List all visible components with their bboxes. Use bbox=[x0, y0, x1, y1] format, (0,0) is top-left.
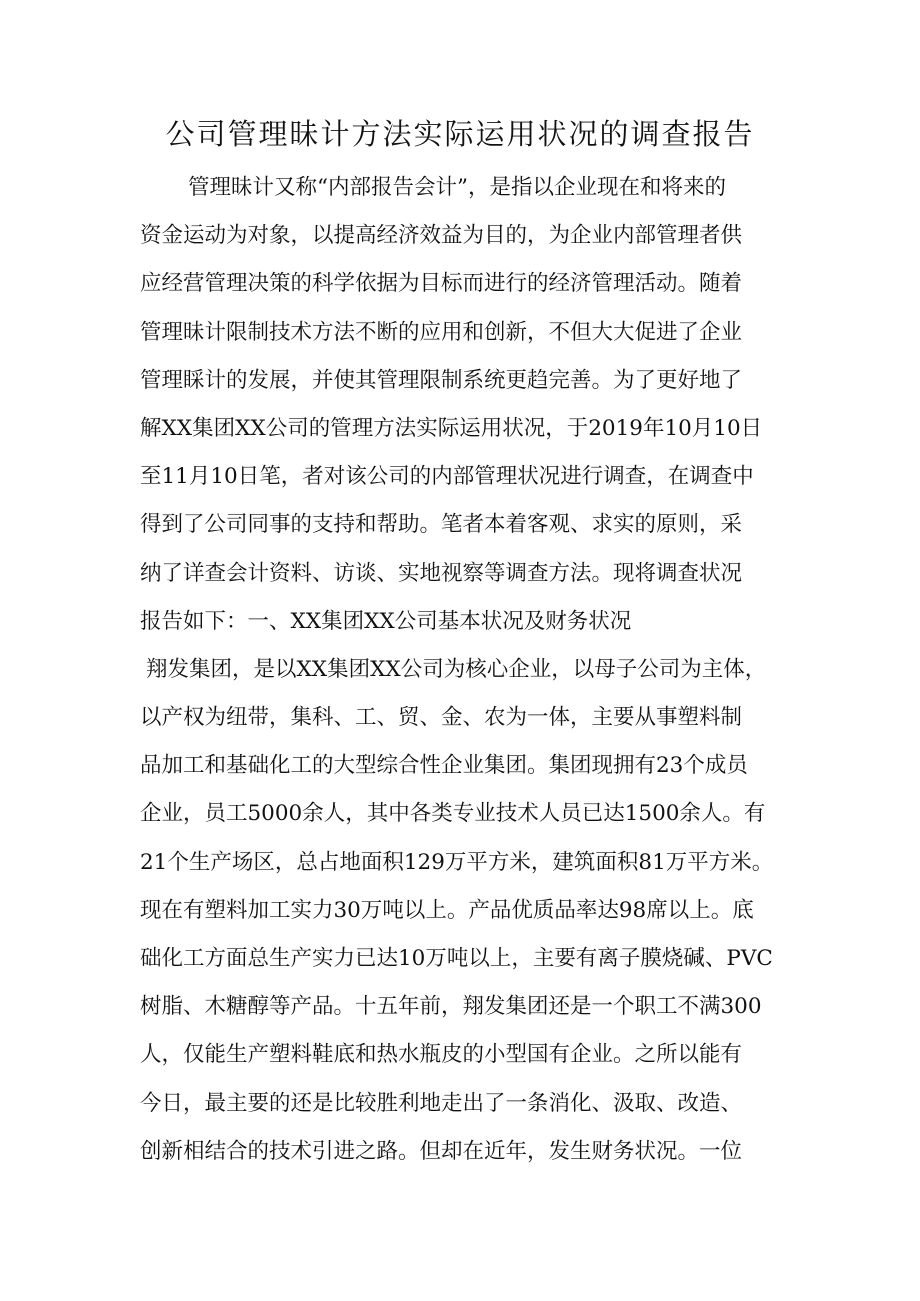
paragraph-line: 品加工和基础化工的大型综合性企业集团。集团现拥有23个成员 bbox=[140, 753, 748, 779]
paragraph-line: 创新相结合的技术引进之路。但却在近年，发生财务状况。一位 bbox=[140, 1138, 743, 1164]
paragraph-line: 得到了公司同事的支持和帮助。笔者本着客观、求实的原则，采 bbox=[140, 512, 743, 538]
document-body bbox=[140, 164, 800, 1176]
paragraph-line: 翔发集团，是以XX集团XX公司为核心企业，以母子公司为主体， bbox=[146, 656, 767, 682]
document-title: 公司管理昧计方法实际运用状况的调查报告 bbox=[165, 117, 755, 151]
paragraph-line: 至11月10日笔，者对该公司的内部管理状况进行调查，在调查中 bbox=[140, 464, 754, 490]
paragraph-line: 础化工方面总生产实力已达10万吨以上，主要有离子膜烧碱、PVC bbox=[140, 946, 773, 971]
paragraph-line: 企业，员工5000余人，其中各类专业技术人员已达1500余人。有 bbox=[140, 801, 766, 827]
paragraph-line: 管理睬计的发展，并使其管理限制系统更趋完善。为了更好地了 bbox=[140, 367, 743, 393]
paragraph-line: 报告如下：一、XX集团XX公司基本状况及财务状况 bbox=[140, 608, 632, 634]
paragraph-line: 应经营管理决策的科学依据为目标而进行的经济管理活动。随着 bbox=[140, 271, 743, 297]
paragraph-line: 21个生产场区，总占地面积129万平方米，建筑面积81万平方米。 bbox=[140, 849, 774, 875]
paragraph-line: 管理昧计又称“内部报告会计”，是指以企业现在和将来的 bbox=[188, 175, 726, 200]
paragraph-line: 树脂、木糖醇等产品。十五年前，翔发集团还是一个职工不满300 bbox=[140, 994, 762, 1020]
paragraph-line: 纳了详查会计资料、访谈、实地视察等调查方法。现将调查状况 bbox=[140, 560, 743, 586]
paragraph-line: 现在有塑料加工实力30万吨以上。产品优质品率达98席以上。底 bbox=[140, 897, 754, 923]
paragraph-line: 解XX集团XX公司的管理方法实际运用状况，于2019年10月10日 bbox=[140, 415, 763, 441]
paragraph-line: 管理昧计限制技术方法不断的应用和创新，不但大大促进了企业 bbox=[140, 319, 743, 345]
paragraph-line: 资金运动为对象，以提高经济效益为目的，为企业内部管理者供 bbox=[140, 223, 743, 249]
paragraph-line: 人，仅能生产塑料鞋底和热水瓶皮的小型国有企业。之所以能有 bbox=[140, 1042, 743, 1068]
paragraph-line: 今日，最主要的还是比较胜利地走出了一条消化、汲取、改造、 bbox=[140, 1090, 743, 1116]
paragraph-line: 以产权为纽带，集科、工、贸、金、农为一体，主要从事塑料制 bbox=[140, 705, 743, 731]
